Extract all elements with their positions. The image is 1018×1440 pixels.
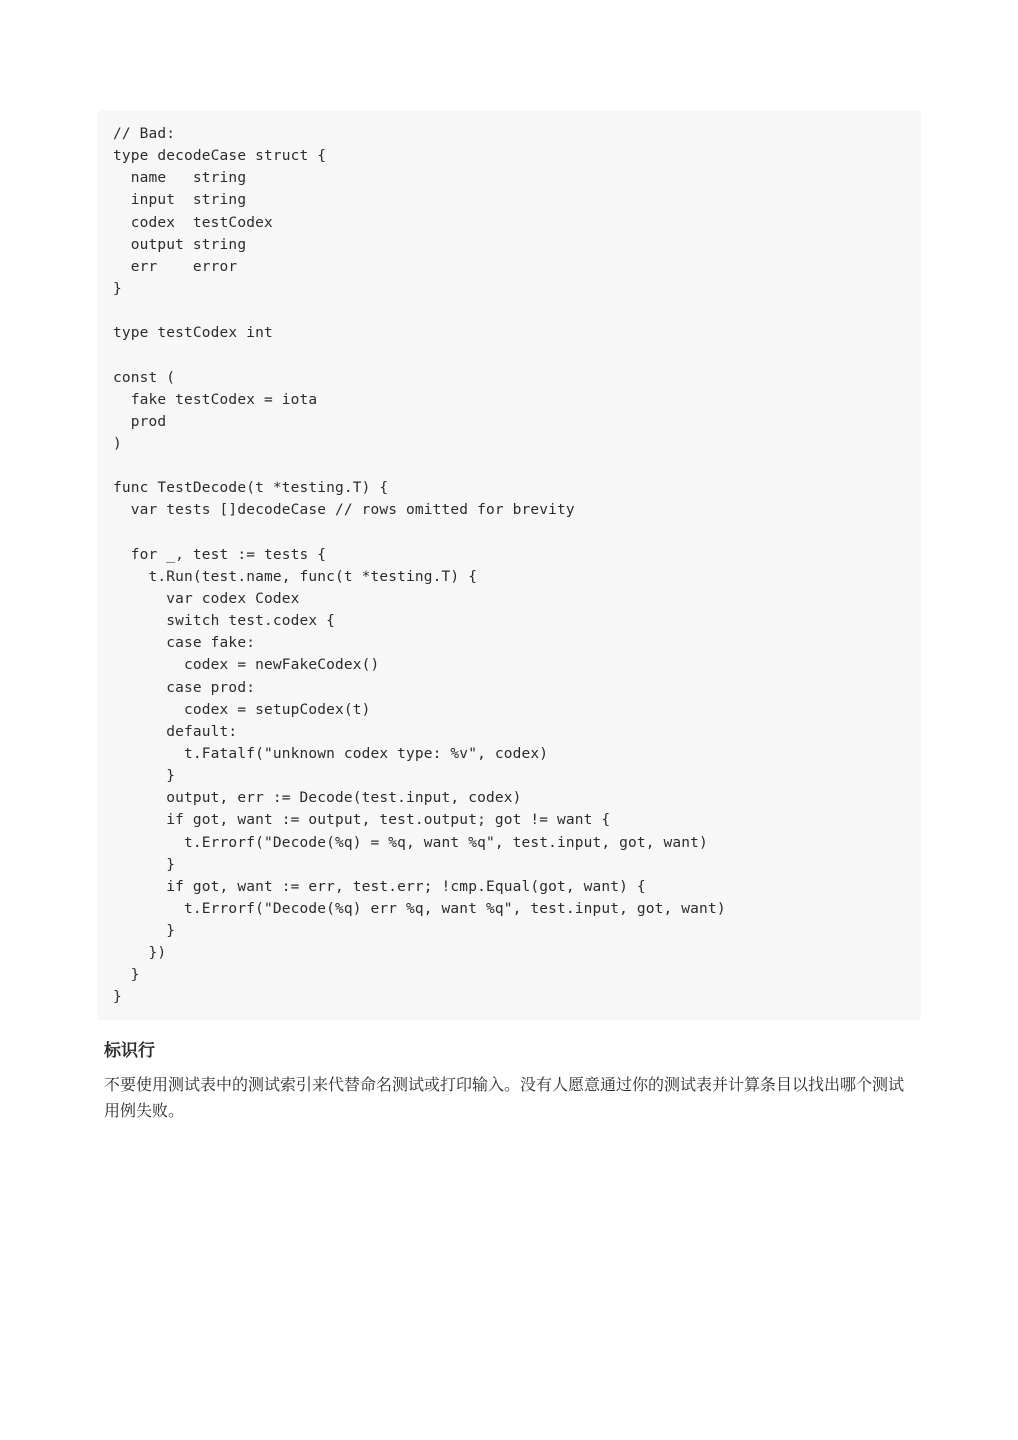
section-heading: 标识行: [104, 1041, 155, 1061]
code-line: func TestDecode(t *testing.T) {: [113, 480, 389, 497]
code-line: input string: [113, 192, 247, 209]
code-line: output string: [113, 236, 247, 253]
code-line: output, err := Decode(test.input, codex): [113, 790, 522, 807]
code-line: }: [113, 768, 176, 785]
code-block: [97, 110, 921, 1020]
code-line: // Bad:: [113, 126, 176, 142]
code-line: const (: [113, 369, 176, 386]
code-line: }: [113, 989, 122, 1006]
code-line: t.Run(test.name, func(t *testing.T) {: [113, 568, 478, 585]
code-line: [113, 344, 921, 366]
code-line: name string: [113, 170, 247, 187]
code-line: err error: [113, 258, 238, 275]
code-line: t.Fatalf("unknown codex type: %v", codex): [113, 745, 549, 762]
code-line: type testCodex int: [113, 325, 273, 342]
code-line: var tests []decodeCase // rows omitted for brevity: [113, 502, 575, 519]
code-line: }: [113, 280, 122, 297]
code-line: }): [113, 945, 167, 962]
code-line: switch test.codex {: [113, 613, 335, 630]
code-line: codex testCodex: [113, 214, 273, 231]
code-line: if got, want := output, test.output; got != want {: [113, 812, 611, 829]
code-line: var codex Codex: [113, 590, 300, 607]
code-line: codex = newFakeCodex(): [113, 657, 380, 674]
code-line: default:: [113, 723, 238, 740]
code-line: t.Errorf("Decode(%q) = %q, want %q", test.input, got, want): [113, 834, 708, 851]
code-line: }: [113, 856, 176, 873]
code-line: ): [113, 435, 122, 452]
code-line: t.Errorf("Decode(%q) err %q, want %q", test.input, got, want): [113, 900, 726, 917]
code-line: fake testCodex = iota: [113, 391, 318, 408]
code-line: [113, 300, 921, 322]
code-line: [113, 455, 921, 477]
code-line: }: [113, 967, 140, 984]
code-line: case fake:: [113, 635, 256, 652]
code-line: codex = setupCodex(t): [113, 701, 371, 718]
code-line: [113, 522, 921, 544]
section-paragraph: 不要使用测试表中的测试索引来代替命名测试或打印输入。没有人愿意通过你的测试表并计算条目以找出哪个测试用例失败。: [104, 1075, 905, 1120]
code-line: prod: [113, 413, 167, 430]
code-line: type decodeCase struct {: [113, 148, 327, 165]
code-line: if got, want := err, test.err; !cmp.Equal(got, want) {: [113, 878, 646, 895]
code-line: case prod:: [113, 679, 256, 696]
code-line: }: [113, 923, 176, 940]
code-line: for _, test := tests {: [113, 546, 327, 563]
